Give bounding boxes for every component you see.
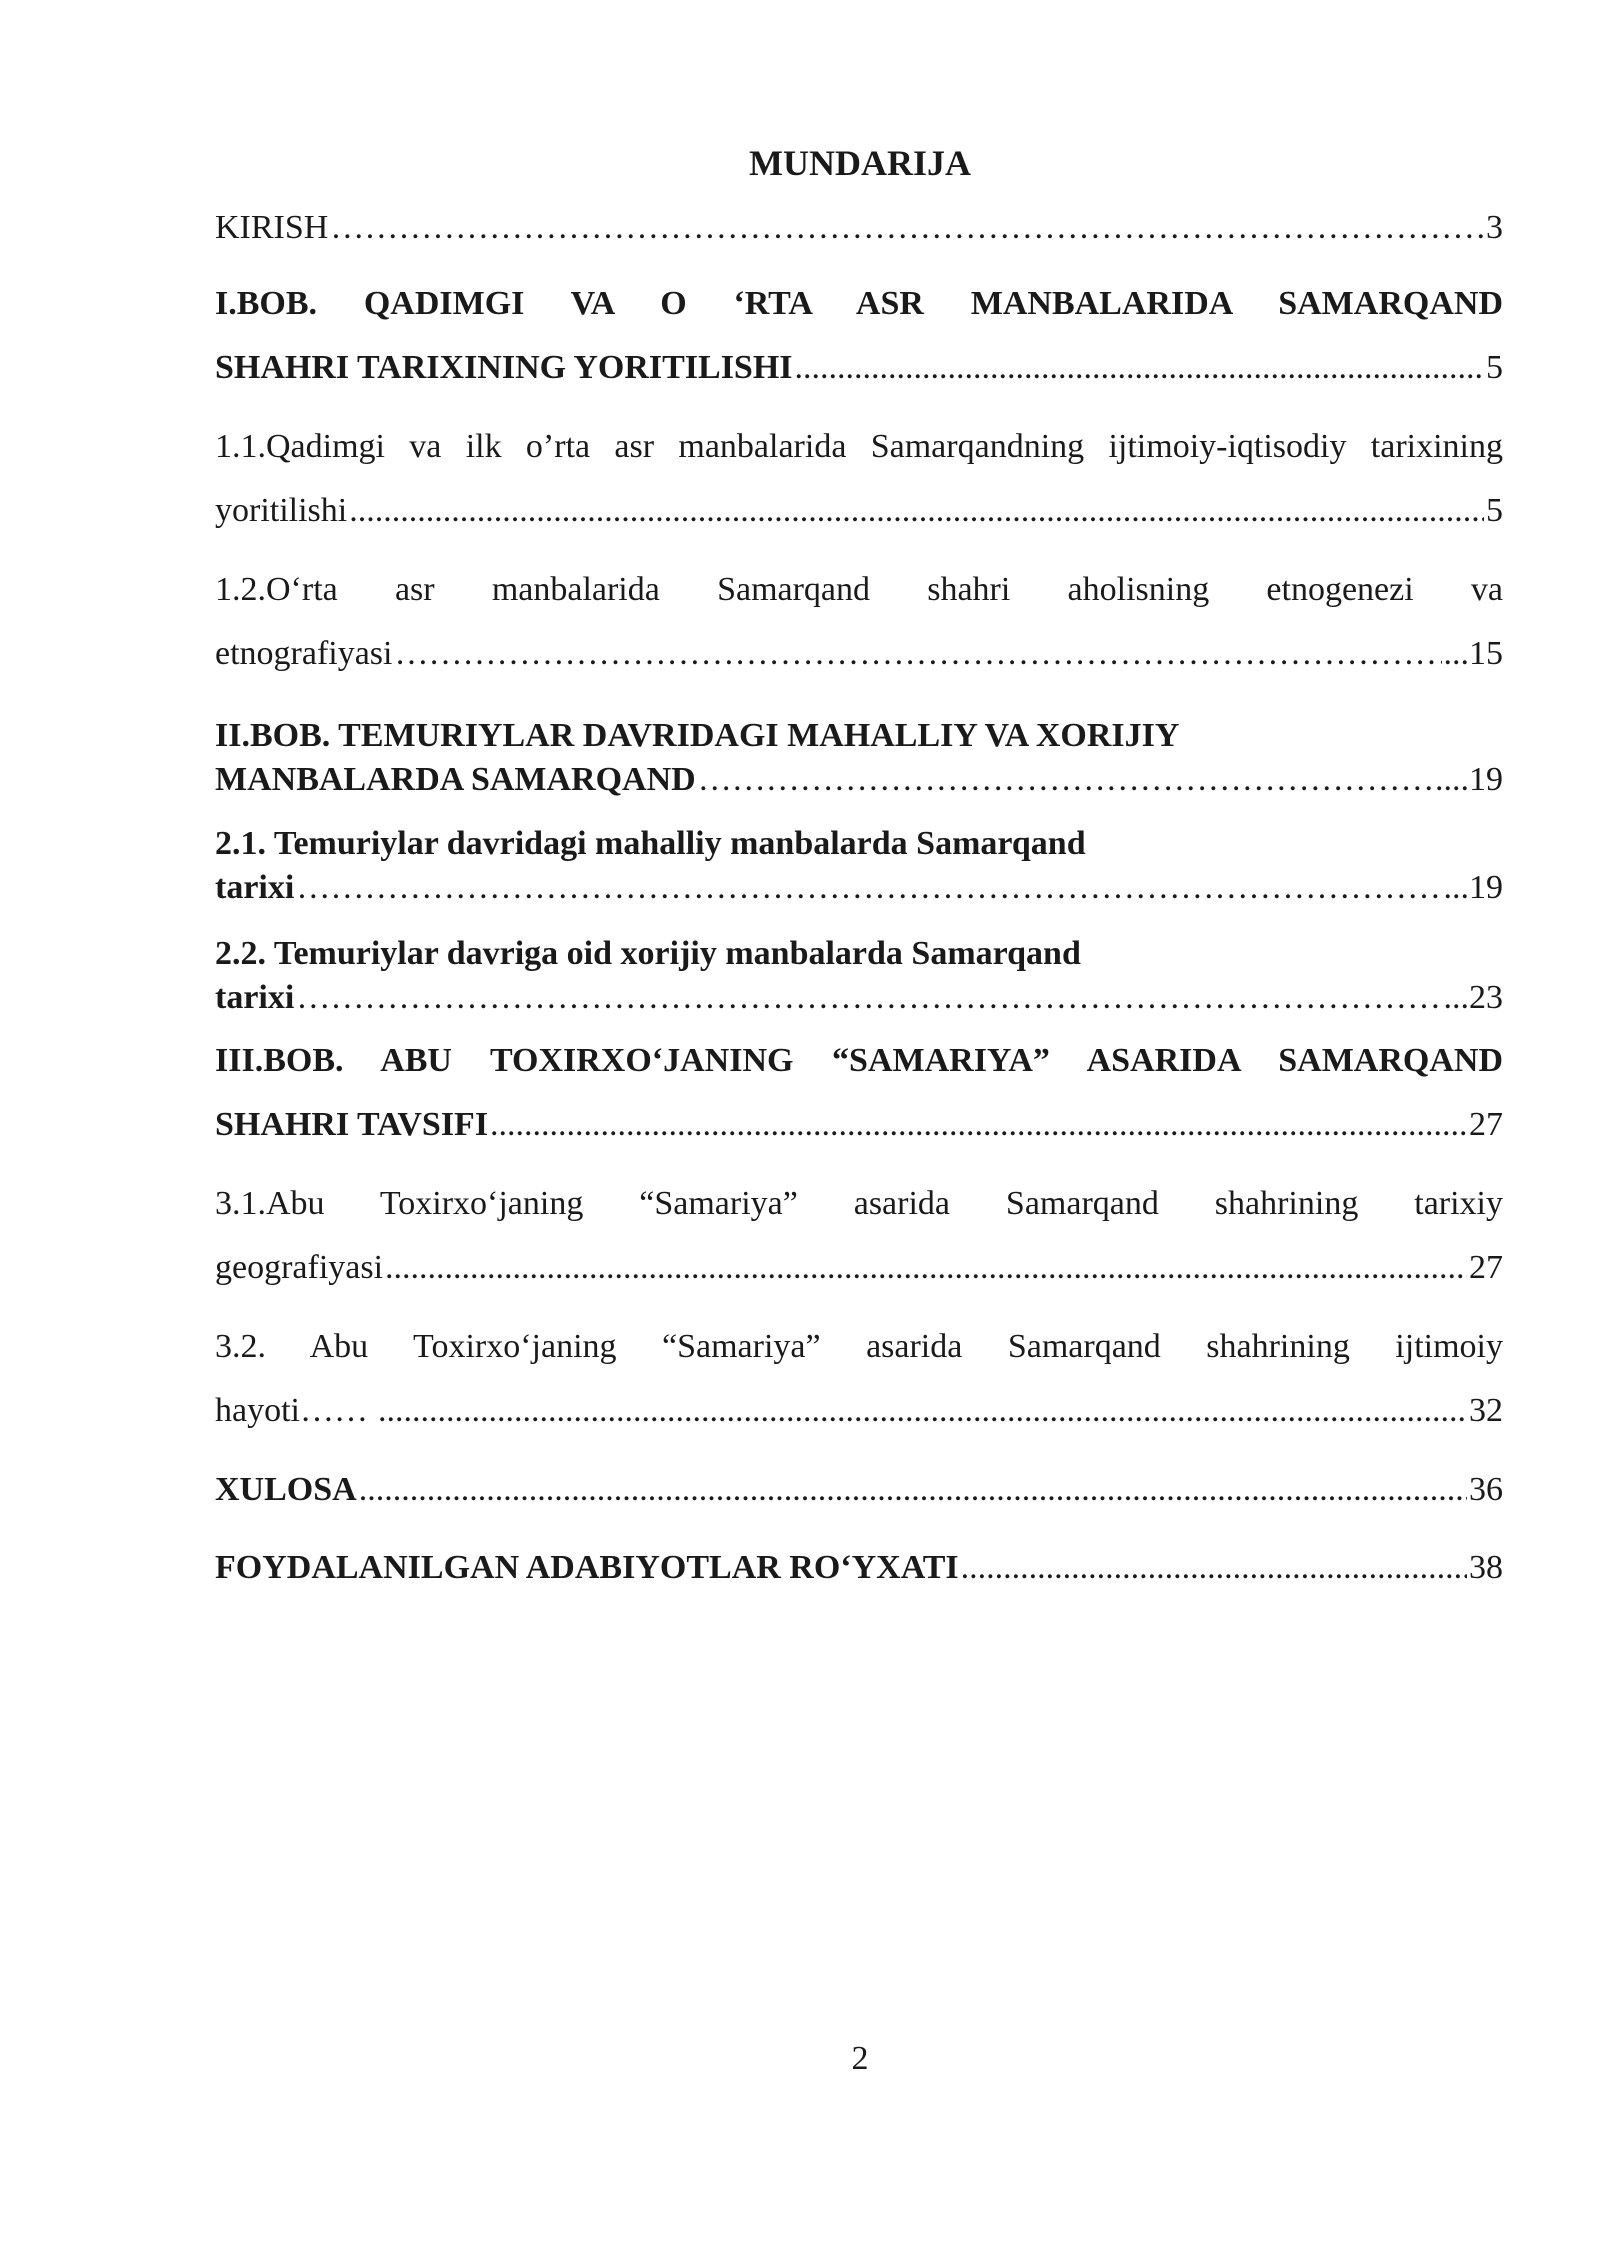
toc-page-number: 27 xyxy=(1469,1106,1503,1143)
toc-entry-bibliography xyxy=(215,1548,1503,1588)
toc-entry-line-text: II.BOB. TEMURIYLAR DAVRIDAGI MAHALLIY VA XORIJIY xyxy=(215,717,1180,754)
toc-entry-section-1-1 xyxy=(215,427,1503,531)
dot-leader xyxy=(349,491,1484,531)
toc-entry-label: tarixi xyxy=(215,869,295,906)
toc-entry-section-1-2 xyxy=(215,570,1503,674)
toc-entry-section-3-2 xyxy=(215,1327,1503,1431)
toc-entry-line: III.BOB. ABU TOXIRXO‘JANING “SAMARIYA” ASARIDA SAMARQAND xyxy=(215,1042,1503,1079)
page-number: 2 xyxy=(851,2040,869,2077)
toc-entry-label: KIRISH xyxy=(215,209,329,246)
toc-entry-line-text: 2.1. Temuriylar davridagi mahalliy manbalarda Samarqand xyxy=(215,825,1086,862)
toc-page-number: 5 xyxy=(1486,492,1503,529)
dot-leader xyxy=(296,868,1441,908)
toc-entry-line: I.BOB. QADIMGI VA O ‘RTA ASR MANBALARIDA SAMARQAND xyxy=(215,285,1503,322)
toc-page-number: ...23 xyxy=(1443,979,1503,1016)
dot-leader xyxy=(961,1548,1467,1588)
toc-entry-line: 1.1.Qadimgi va ilk o’rta asr manbalarida Samarqandning ijtimoiy-iqtisodiy tarixining xyxy=(215,428,1503,465)
dot-leader xyxy=(330,208,1484,248)
dot-leader xyxy=(490,1105,1467,1145)
toc-page-number: 5 xyxy=(1486,349,1503,386)
toc-entry-section-2-1 xyxy=(215,824,1503,908)
toc-entry-chapter-2 xyxy=(215,716,1503,800)
toc-entry-line: 3.1.Abu Toxirxo‘janing “Samariya” asarida Samarqand shahrining tarixiy xyxy=(215,1185,1503,1222)
toc-entry-label: SHAHRI TAVSIFI xyxy=(215,1106,489,1143)
toc-entry-chapter-3 xyxy=(215,1041,1503,1145)
toc-entry-line: 3.2. Abu Toxirxo‘janing “Samariya” asarida Samarqand shahrining ijtimoiy xyxy=(215,1328,1503,1365)
toc-entry-label: etnografiyasi xyxy=(215,635,393,672)
dot-leader xyxy=(395,634,1442,674)
toc-entry-line-text: 2.2. Temuriylar davriga oid xorijiy manbalarda Samarqand xyxy=(215,935,1081,972)
toc-page-number: 3 xyxy=(1486,209,1503,246)
toc-page-number: ...19 xyxy=(1443,869,1503,906)
toc-page-number: 27 xyxy=(1469,1249,1503,1286)
toc-heading: MUNDARIJA xyxy=(749,143,971,183)
toc-entry-chapter-1 xyxy=(215,284,1503,388)
toc-entry-label: yoritilishi xyxy=(215,492,348,529)
toc-entry-section-2-2 xyxy=(215,934,1503,1018)
toc-page-number: ...15 xyxy=(1443,635,1503,672)
toc-entry-line xyxy=(215,716,1503,756)
toc-entry-label: SHAHRI TARIXINING YORITILISHI xyxy=(215,349,793,386)
dot-leader xyxy=(378,1391,1467,1431)
toc-entry-xulosa xyxy=(215,1470,1503,1510)
toc-entry-label: MANBALARDA SAMARQAND xyxy=(215,761,696,798)
dot-leader xyxy=(359,1470,1467,1510)
dot-leader xyxy=(795,348,1484,388)
toc-entry-label: hayoti…… xyxy=(215,1392,368,1429)
toc-page-number: 32 xyxy=(1469,1392,1503,1429)
toc-entry-section-3-1 xyxy=(215,1184,1503,1288)
toc-page-number: ....19 xyxy=(1435,761,1503,798)
dot-leader xyxy=(296,978,1441,1018)
toc-entry-label: tarixi xyxy=(215,979,295,1016)
toc-page-number: 36 xyxy=(1469,1471,1503,1508)
toc-page-number: 38 xyxy=(1469,1549,1503,1586)
toc-entry-line xyxy=(215,824,1503,864)
toc-entry-label: XULOSA xyxy=(215,1471,357,1508)
toc-entry-label: geografiyasi xyxy=(215,1249,384,1286)
dot-leader xyxy=(385,1248,1467,1288)
toc-entry-line xyxy=(215,934,1503,974)
dot-leader xyxy=(698,760,1433,800)
toc-entry-kirish xyxy=(215,208,1503,248)
toc-entry-line: 1.2.O‘rta asr manbalarida Samarqand shahri aholisning etnogenezi va xyxy=(215,571,1503,608)
toc-entry-label: FOYDALANILGAN ADABIYOTLAR RO‘YXATI xyxy=(215,1549,959,1586)
